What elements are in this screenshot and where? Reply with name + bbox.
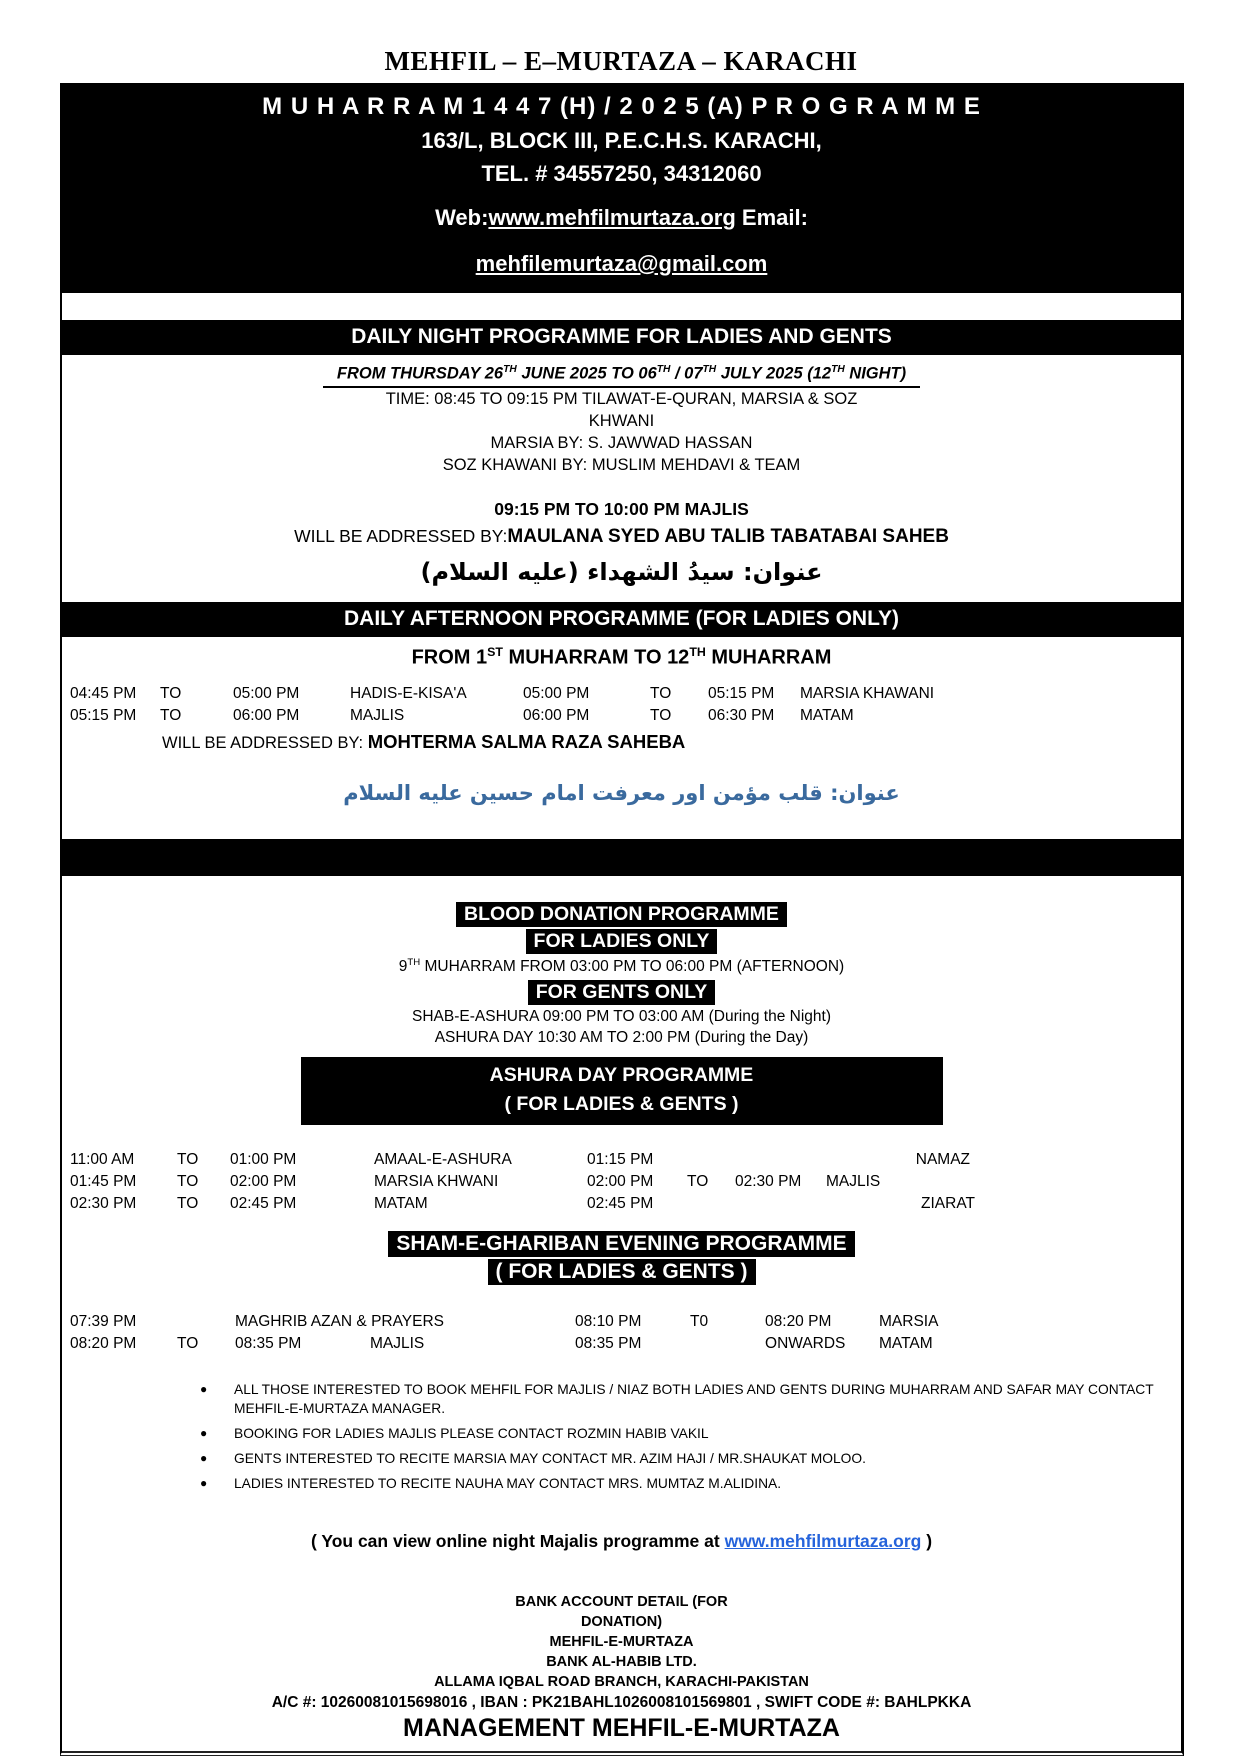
addressed-by-label: WILL BE ADDRESSED BY:: [294, 525, 508, 546]
bank-line: BANK ACCOUNT DETAIL (FOR: [515, 1594, 728, 1611]
to-cell: [687, 1193, 735, 1215]
bullet-icon: ●: [200, 1425, 208, 1440]
activity-cell: NAMAZ: [915, 1151, 970, 1169]
ashura-bar-subtitle: ( FOR LADIES & GENTS ): [504, 1093, 739, 1116]
table-row: [70, 1171, 1120, 1193]
time-cell: 01:45 PM: [70, 1173, 137, 1191]
bullet-icon: ●: [200, 1382, 208, 1397]
daily-afternoon-bar: DAILY AFTERNOON PROGRAMME (FOR LADIES ONLY): [62, 602, 1181, 637]
addressed-by-label: WILL BE ADDRESSED BY:: [162, 734, 364, 753]
table-row: [70, 1193, 1120, 1215]
bank-line: MEHFIL-E-MURTAZA: [549, 1634, 694, 1651]
time-cell: 08:35 PM: [235, 1335, 302, 1353]
white-gap: [62, 293, 1181, 320]
time-cell: 02:00 PM: [230, 1173, 297, 1191]
time-cell: 02:30 PM: [70, 1195, 137, 1213]
activity-cell: MAJLIS: [826, 1173, 881, 1191]
time-cell: 01:00 PM: [230, 1151, 297, 1169]
to-cell: TO: [160, 685, 182, 703]
bullet-icon: ●: [200, 1476, 208, 1491]
blood-gents-time1: SHAB-E-ASHURA 09:00 PM TO 03:00 AM (During the Night): [412, 1008, 831, 1026]
time-cell: 02:45 PM: [230, 1195, 297, 1213]
bank-line: ALLAMA IQBAL ROAD BRANCH, KARACHI-PAKISTAN: [434, 1674, 809, 1691]
table-row: [70, 705, 1120, 727]
to-cell: TO: [177, 1195, 199, 1213]
management-footer: MANAGEMENT MEHFIL-E-MURTAZA: [403, 1714, 840, 1743]
activity-cell: HADIS-E-KISA'A: [350, 685, 467, 703]
blood-ladies-label: FOR LADIES ONLY: [526, 929, 718, 954]
time-cell: 02:30 PM: [735, 1173, 802, 1191]
time-cell: 06:00 PM: [233, 707, 300, 725]
time-cell: 01:15 PM: [587, 1151, 654, 1169]
website-link[interactable]: www.mehfilmurtaza.org: [488, 205, 736, 230]
table-row: [70, 1149, 1120, 1171]
time-cell: 08:20 PM: [765, 1313, 832, 1331]
web-label: Web:: [435, 205, 489, 230]
night-time-line1: TIME: 08:45 TO 09:15 PM TILAWAT-E-QURAN, MARSIA & SOZ: [385, 389, 858, 408]
blood-ladies-time: 9TH MUHARRAM FROM 03:00 PM TO 06:00 PM (AFTERNOON): [398, 957, 845, 976]
table-row: [70, 683, 1120, 705]
bank-account-line: A/C #: 10260081015698016 , IBAN : PK21BAHL1026008101569801 , SWIFT CODE #: BAHLPKKA: [271, 1694, 972, 1712]
list-item: [200, 1425, 1190, 1443]
notes-list: [200, 1381, 1190, 1493]
list-item: [200, 1381, 1190, 1417]
sham-schedule-table: [70, 1311, 1120, 1355]
sham-title: SHAM-E-GHARIBAN EVENING PROGRAMME: [388, 1231, 854, 1257]
to-cell: TO: [650, 685, 672, 703]
note-text: ALL THOSE INTERESTED TO BOOK MEHFIL FOR MAJLIS / NIAZ BOTH LADIES AND GENTS DURING MUHARRAM AND SAFAR MAY CONTACT MEHFIL-E-MURTAZA MANAGER.: [234, 1382, 1154, 1416]
email-label: Email:: [741, 205, 808, 230]
bullet-icon: ●: [200, 1450, 208, 1465]
blood-gents-time2: ASHURA DAY 10:30 AM TO 2:00 PM (During the Day): [434, 1029, 809, 1047]
time-cell: 11:00 AM: [70, 1151, 135, 1169]
activity-cell: MAGHRIB AZAN & PRAYERS: [235, 1313, 445, 1331]
night-unwan-arabic: عنوان: سيدُ الشهداء (عليه السلام): [420, 557, 823, 586]
time-cell: 05:00 PM: [523, 685, 590, 703]
online-suffix: ): [926, 1531, 933, 1552]
time-cell: [735, 1193, 826, 1215]
to-cell: TO: [160, 707, 182, 725]
to-cell: TO: [177, 1335, 199, 1353]
time-cell: 08:20 PM: [70, 1335, 137, 1353]
activity-cell: MAJLIS: [350, 707, 405, 725]
night-addressed-line: [62, 526, 1181, 548]
time-cell: [735, 1149, 826, 1171]
tel-line: TEL. # 34557250, 34312060: [481, 161, 762, 186]
time-cell: 07:39 PM: [70, 1313, 137, 1331]
ashura-schedule-table: [70, 1149, 1120, 1215]
address-line: 163/L, BLOCK III, P.E.C.H.S. KARACHI,: [421, 128, 822, 153]
list-item: [200, 1475, 1190, 1493]
night-date-range: FROM THURSDAY 26TH JUNE 2025 TO 06TH / 07TH JULY 2025 (12TH NIGHT): [323, 364, 920, 388]
time-cell: 08:35 PM: [575, 1335, 642, 1353]
black-divider-bar: [62, 839, 1181, 876]
list-item: [200, 1450, 1190, 1468]
note-text: BOOKING FOR LADIES MAJLIS PLEASE CONTACT ROZMIN HABIB VAKIL: [234, 1425, 709, 1441]
online-programme-line: [62, 1531, 1181, 1552]
afternoon-speaker-name: MOHTERMA SALMA RAZA SAHEBA: [367, 731, 686, 753]
online-programme-link[interactable]: www.mehfilmurtaza.org: [724, 1531, 922, 1552]
afternoon-unwan-urdu: عنوان: قلب مؤمن اور معرفت امام حسین علیه السلام: [343, 781, 900, 806]
to-cell: [687, 1149, 735, 1171]
afternoon-schedule-table: [70, 683, 1120, 727]
time-cell: 06:30 PM: [708, 707, 775, 725]
time-cell: 05:15 PM: [70, 707, 137, 725]
afternoon-addressed-line: [162, 731, 1181, 753]
email-line: [70, 251, 1173, 277]
time-cell: 04:45 PM: [70, 685, 137, 703]
activity-cell: MARSIA: [879, 1313, 939, 1331]
activity-cell: ZIARAT: [921, 1195, 975, 1213]
ashura-day-bar: [301, 1057, 943, 1125]
web-email-line: [70, 205, 1173, 231]
night-speaker-name: MAULANA SYED ABU TALIB TABATABAI SAHEB: [507, 525, 949, 547]
time-cell: 06:00 PM: [523, 707, 590, 725]
to-cell: TO: [177, 1173, 199, 1191]
header-block: [62, 83, 1181, 293]
to-cell: [177, 1311, 235, 1333]
bank-line: BANK AL-HABIB LTD.: [546, 1654, 697, 1671]
activity-cell: MATAM: [374, 1195, 428, 1213]
night-time-line2: KHWANI: [588, 411, 655, 430]
page-title: MEHFIL – E–MURTAZA – KARACHI: [384, 46, 858, 76]
time-cell: 05:00 PM: [233, 685, 300, 703]
time-cell: 02:45 PM: [587, 1195, 654, 1213]
activity-cell: MARSIA KHWANI: [374, 1173, 499, 1191]
time-cell: 05:15 PM: [708, 685, 775, 703]
activity-cell: AMAAL-E-ASHURA: [374, 1151, 512, 1169]
afternoon-subtitle: FROM 1ST MUHARRAM TO 12TH MUHARRAM: [411, 644, 832, 669]
night-majlis-time: 09:15 PM TO 10:00 PM MAJLIS: [494, 498, 749, 519]
email-link[interactable]: mehfilemurtaza@gmail.com: [475, 251, 768, 276]
content-box: [60, 83, 1184, 1756]
table-row: [70, 1311, 1120, 1333]
to-cell: T0: [690, 1313, 709, 1331]
night-soz-by: SOZ KHAWANI BY: MUSLIM MEHDAVI & TEAM: [442, 456, 801, 475]
activity-cell: MAJLIS: [370, 1335, 425, 1353]
muharram-programme-line: M U H A R R A M 1 4 4 7 (H) / 2 0 2 5 (A) P R O G R A M M E: [262, 93, 981, 120]
bank-line: DONATION): [580, 1614, 663, 1631]
blood-gents-label: FOR GENTS ONLY: [528, 980, 716, 1005]
daily-night-bar: DAILY NIGHT PROGRAMME FOR LADIES AND GENTS: [62, 320, 1181, 355]
to-cell: [690, 1333, 765, 1355]
blood-donation-title: BLOOD DONATION PROGRAMME: [456, 902, 787, 927]
time-cell: 02:00 PM: [587, 1173, 654, 1191]
online-prefix: ( You can view online night Majalis programme at: [310, 1531, 720, 1552]
to-cell: TO: [177, 1151, 199, 1169]
time-cell: ONWARDS: [765, 1335, 846, 1353]
to-cell: TO: [687, 1173, 709, 1191]
to-cell: TO: [650, 707, 672, 725]
note-text: LADIES INTERESTED TO RECITE NAUHA MAY CONTACT MRS. MUMTAZ M.ALIDINA.: [234, 1476, 782, 1492]
bank-details-block: [62, 1592, 1181, 1712]
table-row: [70, 1333, 1120, 1355]
activity-cell: MATAM: [879, 1335, 933, 1353]
activity-cell: MATAM: [800, 707, 854, 725]
time-cell: 08:10 PM: [575, 1313, 642, 1331]
ashura-bar-title: ASHURA DAY PROGRAMME: [489, 1064, 754, 1087]
activity-cell: MARSIA KHAWANI: [800, 685, 935, 703]
night-marsia-by: MARSIA BY: S. JAWWAD HASSAN: [490, 434, 753, 453]
note-text: GENTS INTERESTED TO RECITE MARSIA MAY CONTACT MR. AZIM HAJI / MR.SHAUKAT MOLOO.: [234, 1450, 866, 1466]
sham-subtitle: ( FOR LADIES & GENTS ): [488, 1259, 756, 1285]
